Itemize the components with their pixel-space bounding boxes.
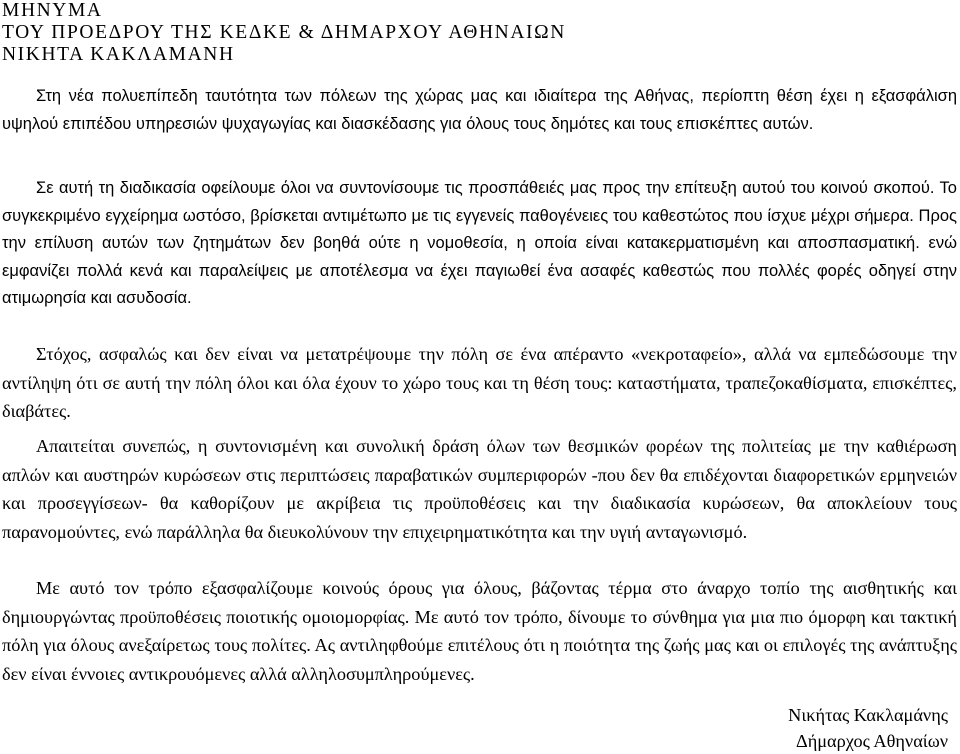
body-paragraph-4: Απαιτείται συνεπώς, η συντονισμένη και συνολική δράση όλων των θεσμικών φορέων της πολιτείας με την καθιέρωση απλών και αυστηρών κυρώσεων στις περιπτώσεις παραβατικών συμπεριφορών -που δεν θα επιδέχονται διαφορετικών ερμηνειών και προσεγγίσεων- θα καθορίζουν με ακρίβεια τις προϋποθέσεις και την διαδικασία κυρώσεων, θα αποκλείουν τους παρανομούντες, ενώ παράλληλα θα διευκολύνουν την επιχειρηματικότητα και την υγιή ανταγωνισμό. — [2, 436, 957, 542]
document-subtitle: ΤΟΥ ΠΡΟΕΔΡΟΥ ΤΗΣ ΚΕΔΚΕ & ΔΗΜΑΡΧΟΥ ΑΘΗΝΑΙΩΝ — [2, 22, 566, 43]
signature-name: Νικήτας Κακλαμάνης — [788, 705, 948, 725]
body-paragraph-2: Σε αυτή τη διαδικασία οφείλουμε όλοι να συντονίσουμε τις προσπάθειές μας προς την επίτευξη αυτού του κοινού σκοπού. Το συγκεκριμένο εγχείρημα ωστόσο, βρίσκεται αντιμέτωπο με τις εγγενείς παθογένειες του καθεστώτος που ίσχυε μέχρι σήμερα. Προς την επίλυση αυτών των ζητημάτων δεν βοηθά ούτε η νομοθεσία, η οποία είναι κατακερματισμένη και αποσπασματική. ενώ εμφανίζει πολλά κενά και παραλείψεις με αποτέλεσμα να έχει παγιωθεί ένα ασαφές καθεστώς που πολλές φορές οδηγεί στην ατιμωρησία και ασυδοσία. — [2, 179, 957, 308]
document-title: ΜΗΝΥΜΑ — [2, 0, 103, 21]
body-paragraph-3: Στόχος, ασφαλώς και δεν είναι να μετατρέψουμε την πόλη σε ένα απέραντο «νεκροταφείο», αλλά να εμπεδώσουμε την αντίληψη ότι σε αυτή την πόλη όλοι και όλα έχουν το χώρο τους και τη θέση τους: καταστήματα, τραπεζοκαθίσματα, επισκέπτες, διαβάτες. — [2, 344, 957, 422]
body-paragraph-5: Με αυτό τον τρόπο εξασφαλίζουμε κοινούς όρους για όλους, βάζοντας τέρμα στο άναρχο τοπίο της αισθητικής και δημιουργώντας προϋποθέσεις ποιοτικής ομοιομορφίας. Με αυτό τον τρόπο, δίνουμε το σύνθημα για μια πιο όμορφη και τακτική πόλη για όλους ανεξαίρετως τους πολίτες. Ας αντιληφθούμε επιτέλους ότι η ποιότητα της ζωής μας και οι επιλογές της ανάπτυξης δεν είναι έννοιες αντικρουόμενες αλλά αλληλοσυμπληρούμενες. — [2, 578, 957, 684]
signature-title: Δήμαρχος Αθηναίων — [795, 731, 948, 751]
body-paragraph-1: Στη νέα πολυεπίπεδη ταυτότητα των πόλεων της χώρας μας και ιδιαίτερα της Αθήνας, περίοπτη θέση έχει η εξασφάλιση υψηλού επιπέδου υπηρεσιών ψυχαγωγίας και διασκέδασης για όλους τους δημότες και τους επισκέπτες αυτών. — [2, 87, 957, 133]
author-name-heading: ΝΙΚΗΤΑ ΚΑΚΛΑΜΑΝΗ — [2, 44, 235, 65]
